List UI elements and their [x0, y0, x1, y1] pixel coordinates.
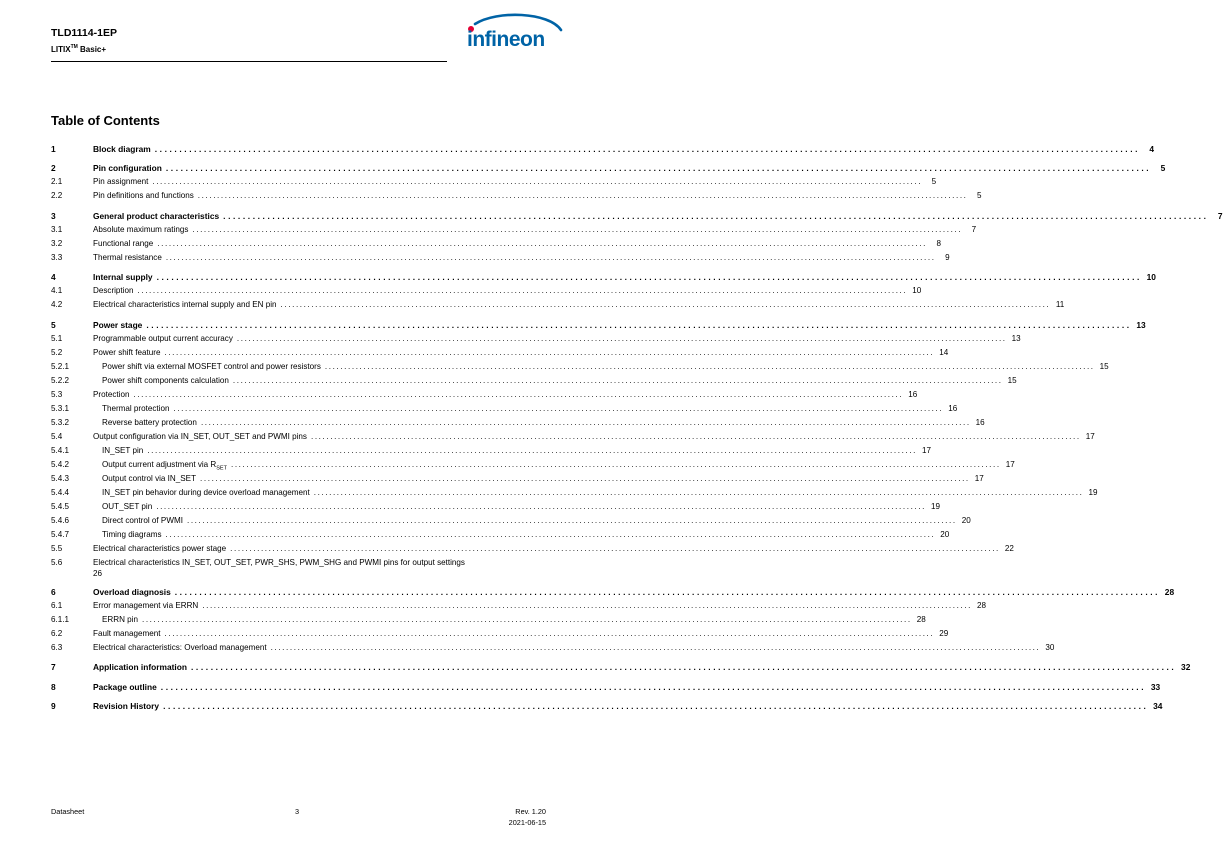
- toc-entry-page: 28: [977, 600, 987, 610]
- toc-entry[interactable]: [51, 472, 984, 486]
- toc-entry-title: Power shift via external MOSFET control and power resistors: [102, 361, 321, 371]
- toc-leader-dots: ........................................................................................................................................................................................................: [133, 389, 904, 399]
- toc-entry-page: 17: [1085, 431, 1095, 441]
- toc-leader-dots: ........................................................................................................................................................................................................: [165, 163, 1152, 174]
- toc-entry[interactable]: [51, 680, 1161, 694]
- toc-leader-dots: ........................................................................................................................................................................................................: [154, 144, 1141, 154]
- toc-entry-continuation: [51, 568, 546, 580]
- toc-entry-page: 16: [948, 403, 958, 413]
- toc-entry-title: Electrical characteristics: Overload management: [93, 642, 267, 652]
- toc-leader-dots: ........................................................................................................................................................................................................: [232, 375, 1003, 385]
- toc-entry-page: 5: [1160, 163, 1166, 174]
- toc-entry[interactable]: [51, 318, 1146, 332]
- toc-entry-title: Programmable output current accuracy: [93, 333, 233, 343]
- toc-entry-page: 8: [936, 238, 942, 248]
- toc-entry-page: 16: [908, 389, 918, 399]
- toc-leader-dots: ........................................................................................................................................................................................................: [141, 614, 912, 624]
- toc-heading: Table of Contents: [51, 113, 160, 128]
- toc-entry-page: 7: [971, 224, 977, 234]
- toc-entry[interactable]: [51, 500, 940, 514]
- toc-leader-dots: ........................................................................................................................................................................................................: [236, 333, 1007, 343]
- toc-entry[interactable]: [51, 142, 1155, 156]
- toc-entry-page: 14: [939, 347, 949, 357]
- toc-entry-number: 6.1.1: [51, 614, 70, 624]
- toc-entry-number: 8: [51, 681, 56, 692]
- toc-entry-title: Electrical characteristics power stage: [93, 543, 227, 553]
- toc-entry-page: 4: [1149, 144, 1155, 154]
- toc-entry-page: 28: [1164, 586, 1175, 597]
- toc-entry-number: 5.4.4: [51, 487, 70, 497]
- toc-entry-number: 4.1: [51, 286, 63, 296]
- toc-entry-title: Pin definitions and functions: [93, 191, 194, 201]
- subtitle-sup: TM: [70, 44, 78, 50]
- toc-entry[interactable]: [51, 374, 1017, 388]
- toc-entry-page: 17: [921, 445, 931, 455]
- toc-entry-page: 5: [977, 191, 982, 201]
- toc-entry[interactable]: [51, 627, 949, 641]
- toc-leader-dots: ........................................................................................................................................................................................................: [173, 403, 944, 413]
- toc-leader-dots: ........................................................................................................................................................................................................: [200, 473, 970, 483]
- toc-entry[interactable]: [51, 444, 931, 458]
- toc-leader-dots: ........................................................................................................................................................................................................: [202, 600, 973, 610]
- toc-entry-number: 5.3: [51, 389, 63, 399]
- toc-entry-title: Thermal resistance: [93, 252, 162, 262]
- infineon-logo: [457, 14, 565, 60]
- toc-entry-number: 5.2.1: [51, 361, 70, 371]
- toc-entry-title-text: Output current adjustment via R: [102, 459, 217, 469]
- footer-page-number: 3: [295, 807, 300, 816]
- toc-entry[interactable]: [51, 251, 950, 265]
- toc-leader-dots: ........................................................................................................................................................................................................: [137, 286, 908, 296]
- toc-entry-page: 13: [1011, 333, 1021, 343]
- toc-leader-dots: ........................................................................................................................................................................................................: [280, 300, 1051, 310]
- toc-entry-title: Electrical characteristics internal supply and EN pin: [93, 300, 277, 310]
- toc-leader-dots: ........................................................................................................................................................................................................: [190, 662, 1177, 673]
- toc-entry[interactable]: [51, 402, 958, 416]
- toc-entry[interactable]: [51, 458, 1015, 472]
- toc-entry[interactable]: [51, 360, 1109, 374]
- toc-entry-number: 5.4.6: [51, 515, 70, 525]
- toc-entry-number: 6.2: [51, 628, 63, 638]
- toc-entry-page: 16: [975, 417, 985, 427]
- toc-entry-title: Thermal protection: [102, 403, 170, 413]
- toc-entry-page: 11: [1055, 300, 1065, 310]
- toc-entry[interactable]: [51, 613, 926, 627]
- toc-entry-page: 15: [1099, 361, 1109, 371]
- toc-leader-dots: ........................................................................................................................................................................................................: [160, 681, 1147, 692]
- toc-entry-number: 4.2: [51, 300, 63, 310]
- footer-date: 2021-06-15: [508, 818, 546, 827]
- toc-entry-title: Protection: [93, 389, 130, 399]
- toc-entry[interactable]: [51, 161, 1166, 175]
- toc-entry-number: 5.3.1: [51, 403, 70, 413]
- toc-entry-number: 3.3: [51, 252, 63, 262]
- toc-entry-number: 2: [51, 163, 56, 174]
- toc-entry[interactable]: [51, 189, 982, 203]
- toc-entry-number: 5.4.3: [51, 473, 70, 483]
- toc-entry-title: Description: [93, 286, 134, 296]
- toc-entry[interactable]: [51, 699, 1163, 713]
- toc-entry-number: 5.4.7: [51, 529, 70, 539]
- toc-entry[interactable]: [51, 660, 1191, 674]
- toc-entry-page: 22: [1004, 543, 1014, 553]
- toc-entry-page: 20: [961, 515, 971, 525]
- toc-leader-dots: ........................................................................................................................................................................................................: [270, 642, 1041, 652]
- toc-entry-page: 17: [974, 473, 984, 483]
- toc-leader-dots: ........................................................................................................................................................................................................: [157, 238, 928, 248]
- toc-entry-page: 5: [931, 177, 937, 187]
- toc-leader-dots: ........................................................................................................................................................................................................: [200, 417, 971, 427]
- toc-entry-title: Direct control of PWMI: [102, 515, 183, 525]
- toc-entry-title: IN_SET pin: [102, 445, 144, 455]
- toc-entry-number: 5.3.2: [51, 417, 70, 427]
- toc-entry-title: Revision History: [93, 701, 160, 712]
- toc-entry-page: 32: [1181, 662, 1191, 673]
- toc-entry[interactable]: [51, 175, 937, 189]
- toc-entry-title-sub: SET: [216, 465, 227, 472]
- toc-leader-dots: ........................................................................................................................................................................................................: [152, 177, 923, 187]
- toc-entry-number: 2.1: [51, 177, 63, 187]
- toc-entry[interactable]: [51, 486, 1098, 500]
- toc-entry-number: 5.2: [51, 347, 63, 357]
- toc-leader-dots: ........................................................................................................................................................................................................: [156, 501, 926, 511]
- toc-leader-dots: ........................................................................................................................................................................................................: [230, 459, 1001, 469]
- toc-leader-dots: ........................................................................................................................................................................................................: [324, 361, 1095, 371]
- toc-entry-page: 26: [93, 568, 103, 578]
- toc-entry-title: Overload diagnosis: [93, 586, 171, 597]
- toc-entry-title: IN_SET pin behavior during device overload management: [102, 487, 310, 497]
- toc-entry[interactable]: [51, 388, 918, 402]
- table-of-contents: [51, 142, 1223, 713]
- toc-entry-number: 5.2.2: [51, 375, 70, 385]
- toc-entry-page: 19: [930, 501, 940, 511]
- toc-entry[interactable]: [51, 599, 987, 613]
- toc-entry-number: 3.1: [51, 224, 63, 234]
- toc-leader-dots: ........................................................................................................................................................................................................: [147, 445, 917, 455]
- document-subtitle: [51, 44, 106, 54]
- footer-doc-type: Datasheet: [51, 807, 85, 816]
- toc-leader-dots: ........................................................................................................................................................................................................: [174, 586, 1161, 597]
- toc-entry-title: Functional range: [93, 238, 154, 248]
- toc-entry[interactable]: [51, 270, 1156, 284]
- toc-entry-number: 6.1: [51, 600, 63, 610]
- toc-entry-title: Block diagram: [93, 144, 151, 154]
- toc-leader-dots: ........................................................................................................................................................................................................: [146, 319, 1132, 330]
- toc-leader-dots: ........................................................................................................................................................................................................: [156, 272, 1142, 283]
- toc-entry-title: OUT_SET pin: [102, 501, 153, 511]
- toc-entry-number: 9: [51, 701, 56, 712]
- toc-leader-dots: ........................................................................................................................................................................................................: [163, 701, 1149, 712]
- toc-entry[interactable]: [51, 332, 1021, 346]
- toc-leader-dots: ........................................................................................................................................................................................................: [197, 191, 968, 201]
- toc-entry-number: 7: [51, 662, 56, 673]
- toc-leader-dots: ........................................................................................................................................................................................................: [313, 487, 1084, 497]
- toc-entry-page: 28: [916, 614, 926, 624]
- toc-leader-dots: ........................................................................................................................................................................................................: [230, 543, 1000, 553]
- toc-entry-number: 3: [51, 210, 56, 221]
- toc-entry[interactable]: [51, 298, 1065, 312]
- toc-entry[interactable]: [51, 542, 1014, 556]
- toc-leader-dots: ........................................................................................................................................................................................................: [165, 529, 936, 539]
- toc-leader-dots: ........................................................................................................................................................................................................: [164, 628, 935, 638]
- toc-entry-title: ERRN pin: [102, 614, 138, 624]
- toc-entry-number: 1: [51, 144, 56, 154]
- toc-entry-page: 7: [1217, 210, 1223, 221]
- toc-entry-number: 4: [51, 272, 56, 283]
- toc-entry-number: 5.4.2: [51, 459, 70, 469]
- toc-entry-page: 15: [1007, 375, 1017, 385]
- toc-entry-title: Reverse battery protection: [102, 417, 197, 427]
- toc-entry-page: 19: [1088, 487, 1098, 497]
- toc-entry-number: 6: [51, 586, 56, 597]
- toc-entry-title: Error management via ERRN: [93, 600, 199, 610]
- toc-entry[interactable]: [51, 223, 977, 237]
- document-title: TLD1114-1EP: [51, 27, 117, 39]
- toc-entry-number: 6.3: [51, 642, 63, 652]
- toc-entry-page: 17: [1005, 459, 1015, 469]
- toc-entry[interactable]: [51, 585, 1175, 599]
- toc-entry-number: 5.4.5: [51, 501, 70, 511]
- toc-entry[interactable]: [51, 528, 950, 542]
- toc-entry-page: 20: [940, 529, 950, 539]
- toc-entry[interactable]: [51, 416, 985, 430]
- toc-entry-title: Absolute maximum ratings: [93, 224, 189, 234]
- toc-entry-title: Power shift components calculation: [102, 375, 229, 385]
- toc-entry-page: 29: [939, 628, 949, 638]
- toc-entry-page: 10: [912, 286, 922, 296]
- toc-entry-number: 5.4.1: [51, 445, 70, 455]
- toc-entry-page: 34: [1153, 701, 1163, 712]
- toc-entry-title: Power stage: [93, 319, 143, 330]
- toc-entry[interactable]: [51, 346, 949, 360]
- toc-entry[interactable]: [51, 514, 971, 528]
- toc-leader-dots: ........................................................................................................................................................................................................: [186, 515, 957, 525]
- toc-entry-number: 5: [51, 319, 56, 330]
- toc-entry-title: Timing diagrams: [102, 529, 162, 539]
- toc-entry-number: 3.2: [51, 238, 63, 248]
- footer-revision: Rev. 1.20: [515, 807, 546, 816]
- toc-entry-number: 5.5: [51, 543, 63, 553]
- toc-entry[interactable]: [51, 284, 922, 298]
- toc-entry-number: 5.4: [51, 431, 63, 441]
- toc-entry-title: Fault management: [93, 628, 161, 638]
- toc-entry-page: 33: [1150, 681, 1161, 692]
- toc-entry-title: Pin assignment: [93, 177, 149, 187]
- toc-leader-dots: ........................................................................................................................................................................................................: [192, 224, 963, 234]
- toc-entry[interactable]: [51, 209, 1223, 223]
- toc-entry[interactable]: [51, 237, 942, 251]
- toc-entry[interactable]: [51, 430, 1095, 444]
- toc-entry-number: 2.2: [51, 191, 63, 201]
- toc-entry-title: General product characteristics: [93, 210, 220, 221]
- toc-leader-dots: ........................................................................................................................................................................................................: [164, 347, 935, 357]
- toc-entry-title: Output control via IN_SET: [102, 473, 197, 483]
- toc-entry-page: 30: [1045, 642, 1055, 652]
- toc-entry-title: Package outline: [93, 681, 157, 692]
- svg-text:infineon: infineon: [467, 28, 545, 51]
- toc-entry-title: Application information: [93, 662, 187, 673]
- header-rule: [51, 61, 447, 62]
- toc-entry-title: Pin configuration: [93, 163, 162, 174]
- subtitle-pre: LITIX: [51, 45, 71, 54]
- toc-entry-title: Power shift feature: [93, 347, 161, 357]
- toc-entry-title: Output configuration via IN_SET, OUT_SET and PWMI pins: [93, 431, 307, 441]
- subtitle-post: Basic+: [77, 45, 107, 54]
- toc-entry[interactable]: [51, 641, 1055, 655]
- toc-entry-page: 10: [1146, 272, 1156, 283]
- toc-entry-page: 13: [1136, 319, 1146, 330]
- toc-leader-dots: ........................................................................................................................................................................................................: [223, 210, 1209, 221]
- toc-entry-title: Electrical characteristics IN_SET, OUT_SET, PWR_SHS, PWM_SHG and PWMI pins for output settings: [93, 557, 465, 567]
- toc-entry-number: 5.1: [51, 333, 63, 343]
- toc-leader-dots: ........................................................................................................................................................................................................: [310, 431, 1081, 441]
- toc-leader-dots: ........................................................................................................................................................................................................: [165, 252, 936, 262]
- toc-entry-title: Internal supply: [93, 272, 153, 283]
- toc-entry-number: 5.6: [51, 557, 63, 567]
- toc-entry-page: 9: [945, 252, 950, 262]
